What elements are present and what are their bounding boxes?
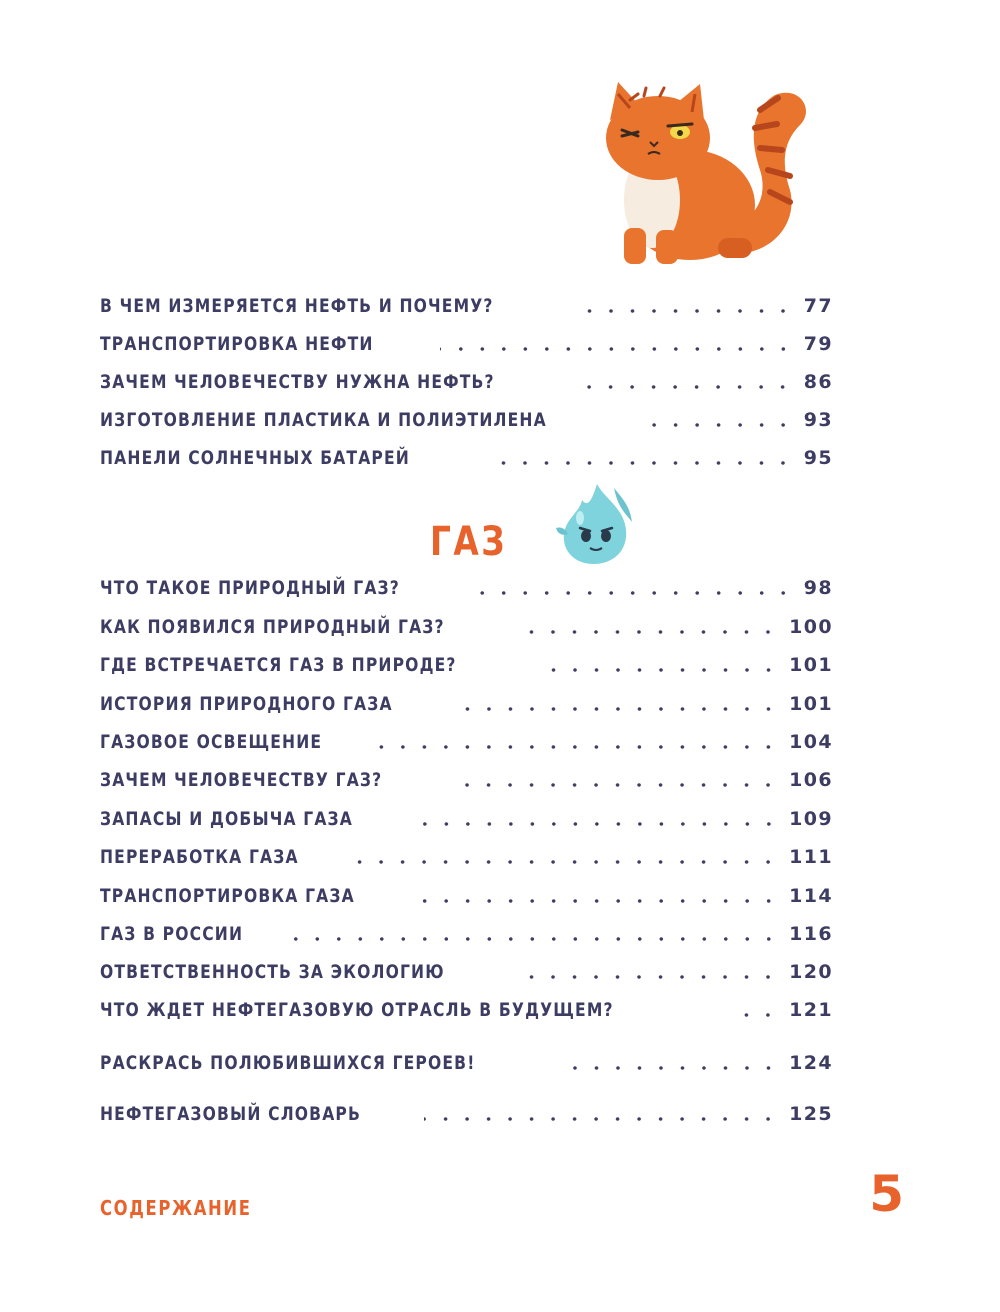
cat-illustration	[600, 80, 820, 270]
toc-row[interactable]	[100, 569, 833, 599]
toc-page: 79	[803, 333, 833, 355]
dot-leader	[484, 461, 794, 465]
dot-leader	[526, 630, 779, 634]
toc-title: В ЧЕМ ИЗМЕРЯЕТСЯ НЕФТЬ И ПОЧЕМУ?	[100, 295, 494, 317]
toc-row[interactable]	[100, 363, 833, 393]
toc-row[interactable]	[100, 685, 833, 715]
toc-title: ПАНЕЛИ СОЛНЕЧНЫХ БАТАРЕЙ	[100, 447, 410, 469]
toc-row[interactable]	[100, 723, 833, 753]
toc-title: ЧТО ТАКОЕ ПРИРОДНЫЙ ГАЗ?	[100, 577, 400, 599]
toc-page: 100	[789, 616, 833, 638]
toc-row[interactable]	[100, 991, 833, 1021]
toc-title: ИЗГОТОВЛЕНИЕ ПЛАСТИКА И ПОЛИЭТИЛЕНА	[100, 409, 547, 431]
toc-title: ЧТО ЖДЕТ НЕФТЕГАЗОВУЮ ОТРАСЛЬ В БУДУЩЕМ?	[100, 999, 614, 1021]
toc-title: ГДЕ ВСТРЕЧАЕТСЯ ГАЗ В ПРИРОДЕ?	[100, 654, 457, 676]
toc-row[interactable]	[100, 761, 833, 791]
toc-row[interactable]	[100, 646, 833, 676]
dot-leader	[541, 668, 779, 672]
toc-title: ИСТОРИЯ ПРИРОДНОГО ГАЗА	[100, 693, 393, 715]
toc-page: 95	[803, 447, 833, 469]
dot-leader	[377, 745, 779, 749]
dot-leader	[424, 1117, 779, 1121]
toc-page: 98	[803, 577, 833, 599]
toc-page: 109	[789, 808, 833, 830]
dot-leader	[564, 1066, 779, 1070]
dot-leader	[463, 707, 779, 711]
toc-title: КАК ПОЯВИЛСЯ ПРИРОДНЫЙ ГАЗ?	[100, 616, 445, 638]
toc-row[interactable]	[100, 1044, 833, 1074]
dot-leader	[281, 937, 780, 941]
toc-page: 93	[803, 409, 833, 431]
toc-row[interactable]	[100, 838, 833, 868]
dot-leader	[526, 975, 779, 979]
toc-row[interactable]	[100, 877, 833, 907]
toc-page: 106	[789, 769, 833, 791]
toc-page: 101	[789, 693, 833, 715]
dot-leader	[651, 423, 794, 427]
toc-page: 77	[803, 295, 833, 317]
toc-title: НЕФТЕГАЗОВЫЙ СЛОВАРЬ	[100, 1103, 361, 1125]
dot-leader	[440, 347, 794, 351]
toc-title: ЗАЧЕМ ЧЕЛОВЕЧЕСТВУ НУЖНА НЕФТЬ?	[100, 371, 495, 393]
dot-leader	[348, 860, 779, 864]
toc-title: ЗАЧЕМ ЧЕЛОВЕЧЕСТВУ ГАЗ?	[100, 769, 383, 791]
toc-row[interactable]	[100, 608, 833, 638]
dot-leader	[415, 822, 780, 826]
section-heading: ГАЗ	[430, 519, 507, 565]
gas-drop-mascot	[552, 478, 642, 570]
toc-page: 116	[789, 923, 833, 945]
toc-title: ГАЗОВОЕ ОСВЕЩЕНИЕ	[100, 731, 323, 753]
dot-leader	[472, 591, 794, 595]
toc-title: ЗАПАСЫ И ДОБЫЧА ГАЗА	[100, 808, 353, 830]
toc-page: 120	[789, 961, 833, 983]
toc-page: 114	[789, 885, 833, 907]
toc-row[interactable]	[100, 953, 833, 983]
dot-leader	[450, 783, 779, 787]
toc-title: РАСКРАСЬ ПОЛЮБИВШИХСЯ ГЕРОЕВ!	[100, 1052, 476, 1074]
toc-row[interactable]	[100, 915, 833, 945]
toc-title: ГАЗ В РОССИИ	[100, 923, 244, 945]
toc-page: 104	[789, 731, 833, 753]
footer-section-label: СОДЕРЖАНИЕ	[100, 1196, 252, 1220]
toc-page: 111	[789, 846, 833, 868]
toc-page: 121	[789, 999, 833, 1021]
toc-page: 125	[789, 1103, 833, 1125]
toc-page: 101	[789, 654, 833, 676]
dot-leader	[732, 1013, 779, 1017]
toc-row[interactable]	[100, 325, 833, 355]
toc-page: 86	[803, 371, 833, 393]
toc-title: ОТВЕТСТВЕННОСТЬ ЗА ЭКОЛОГИЮ	[100, 961, 445, 983]
dot-leader	[586, 309, 794, 313]
toc-row[interactable]	[100, 800, 833, 830]
toc-row[interactable]	[100, 401, 833, 431]
toc-title: ТРАНСПОРТИРОВКА НЕФТИ	[100, 333, 374, 355]
toc-row[interactable]	[100, 1095, 833, 1125]
toc-page: 124	[789, 1052, 833, 1074]
dot-leader	[587, 385, 793, 389]
toc-row[interactable]	[100, 287, 833, 317]
dot-leader	[417, 899, 779, 903]
page-number: 5	[869, 1165, 904, 1223]
toc-row[interactable]	[100, 439, 833, 469]
toc-title: ТРАНСПОРТИРОВКА ГАЗА	[100, 885, 355, 907]
toc-title: ПЕРЕРАБОТКА ГАЗА	[100, 846, 299, 868]
